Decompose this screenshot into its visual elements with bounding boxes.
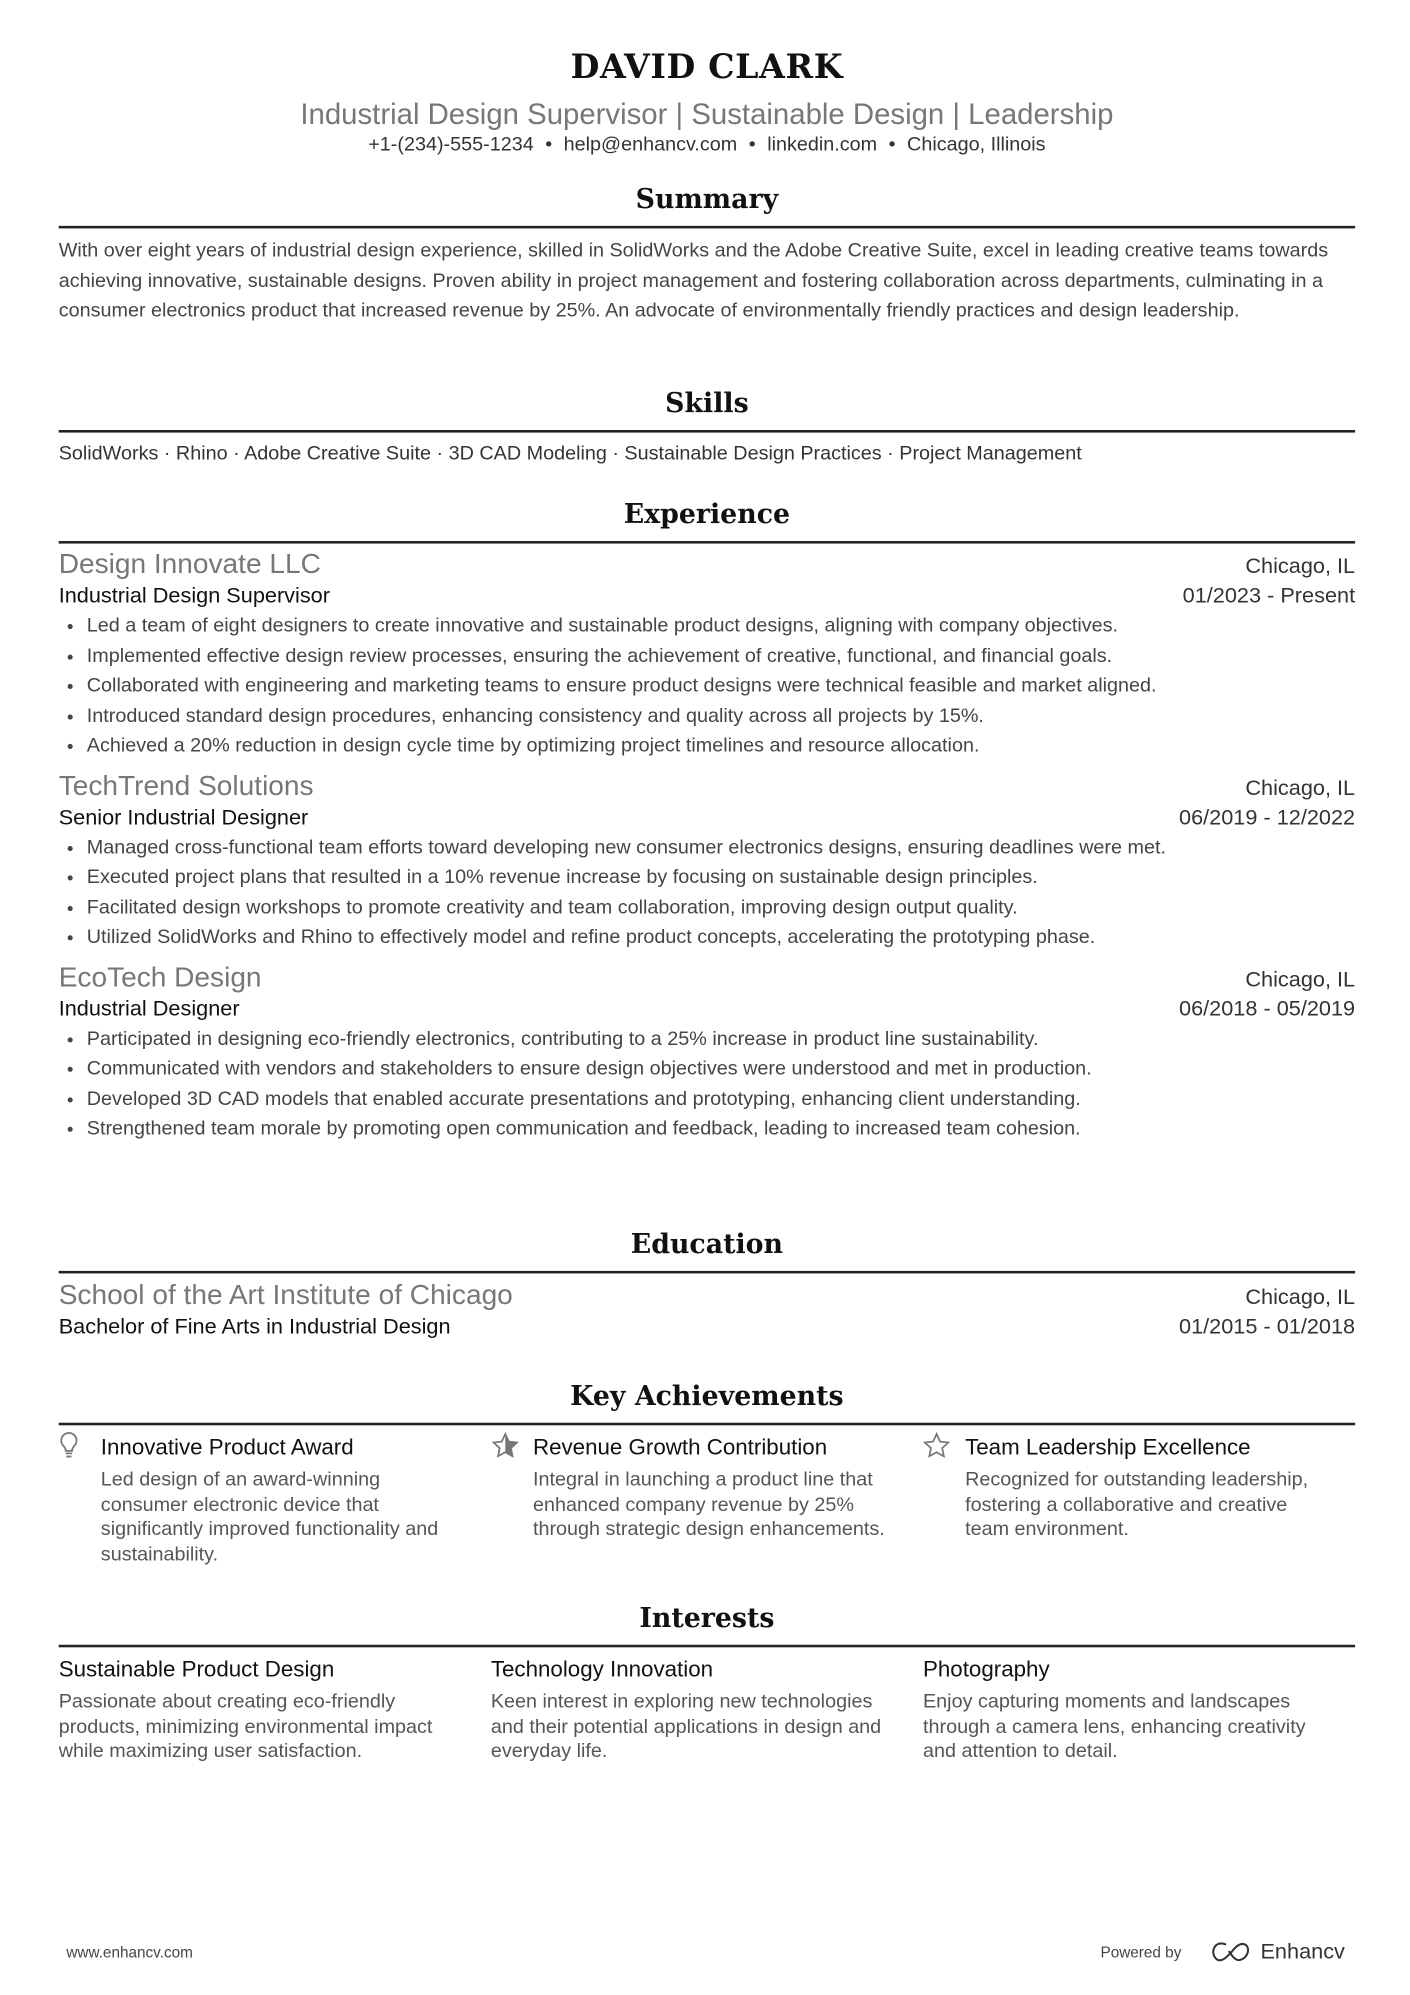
achievement-item [923, 1432, 1355, 1568]
section-heading: Experience [59, 498, 1355, 544]
interest-title: Sustainable Product Design [58, 1656, 335, 1682]
powered-by: Powered by [1100, 1943, 1182, 1962]
job-bullets [59, 611, 1355, 761]
job-location: Chicago, IL [1245, 775, 1356, 800]
company-name: Design Innovate LLC [58, 547, 321, 580]
bullet-item: • Implemented effective design review processes, ensuring the achievement of creative, functional, and financial goals. [87, 641, 1355, 671]
interest-item [491, 1654, 882, 1765]
bullet-item: • Developed 3D CAD models that enabled accurate presentations and prototyping, enhancing client understanding. [87, 1084, 1355, 1114]
bullet-item: • Achieved a 20% reduction in design cycle time by optimizing project timelines and resource allocation. [87, 731, 1355, 761]
section-heading: Education [59, 1228, 1355, 1274]
brand-name: Enhancv [1260, 1939, 1345, 1964]
school-name: School of the Art Institute of Chicago [58, 1278, 513, 1311]
footer-website[interactable]: www.enhancv.com [66, 1943, 193, 1962]
job-entry [59, 547, 1355, 761]
achievement-item [59, 1432, 491, 1568]
education-location: Chicago, IL [1245, 1284, 1356, 1310]
achievement-desc: Led design of an award-winning consumer electronic device that significantly improved functionality and sustainability. [100, 1468, 439, 1566]
enhancv-logo-icon [1209, 1941, 1252, 1964]
bullet-item: • Communicated with vendors and stakeholders to ensure design objectives were understood and met in production. [87, 1054, 1355, 1084]
education-dates: 01/2015 - 01/2018 [1179, 1314, 1356, 1339]
bullet-item: • Introduced standard design procedures, enhancing consistency and quality across all projects by 15%. [87, 701, 1355, 731]
achievement-desc: Integral in launching a product line that enhanced company revenue by 25% through strategic design enhancements. [532, 1468, 885, 1541]
achievement-title: Innovative Product Award [100, 1434, 354, 1460]
job-bullets [59, 833, 1355, 953]
job-entry [59, 769, 1355, 953]
job-title: Senior Industrial Designer [58, 804, 309, 829]
skills-section [59, 387, 1355, 469]
bullet-item: • Facilitated design workshops to promote creativity and team collaboration, improving design output quality. [87, 893, 1355, 923]
bullet-item: • Participated in designing eco-friendly electronics, contributing to a 25% increase in product line sustainability. [87, 1024, 1355, 1054]
section-heading: Summary [59, 182, 1355, 228]
bullet-item: • Strengthened team morale by promoting open communication and feedback, leading to increased team cohesion. [87, 1114, 1355, 1144]
achievement-title: Team Leadership Excellence [965, 1434, 1251, 1460]
job-title: Industrial Designer [58, 995, 240, 1021]
bullet-item: • Collaborated with engineering and marketing teams to ensure product designs were technical feasible and market aligned. [87, 671, 1355, 701]
bullet-item: • Managed cross-functional team efforts toward developing new consumer electronics designs, ensuring deadlines were met. [87, 833, 1355, 863]
interest-item [59, 1654, 450, 1765]
job-title: Industrial Design Supervisor [58, 583, 330, 608]
section-heading: Skills [59, 387, 1355, 433]
job-dates: 06/2018 - 05/2019 [1179, 995, 1356, 1021]
interest-desc: Passionate about creating eco-friendly products, minimizing environmental impact while maximizing user satisfaction. [58, 1690, 433, 1763]
interest-desc: Keen interest in exploring new technologies and their potential applications in design and everyday life. [490, 1690, 882, 1763]
headline-part: Sustainable Design [691, 96, 945, 131]
location: Chicago, Illinois [907, 133, 1046, 156]
bullet-item: • Led a team of eight designers to create innovative and sustainable product designs, aligning with company objectives. [87, 611, 1355, 641]
candidate-name: DAVID CLARK [570, 48, 844, 87]
section-heading: Key Achievements [59, 1379, 1355, 1425]
job-location: Chicago, IL [1245, 553, 1356, 579]
footer [59, 1940, 1355, 1966]
summary-section [59, 182, 1355, 326]
education-section [59, 1228, 1355, 1340]
job-bullets [59, 1024, 1355, 1144]
phone: +1-(234)-555-1234 [368, 133, 534, 156]
interest-desc: Enjoy capturing moments and landscapes through a camera lens, enhancing creativity and attention to detail. [922, 1690, 1306, 1763]
job-dates: 01/2023 - Present [1182, 583, 1356, 608]
interests-section [59, 1601, 1355, 1764]
email-link[interactable]: help@enhancv.com [563, 133, 738, 156]
achievement-title: Revenue Growth Contribution [532, 1434, 828, 1460]
bullet-item: • Executed project plans that resulted in a 10% revenue increase by focusing on sustainable design principles. [87, 863, 1355, 893]
headline: Industrial Design Supervisor | Sustainable Design | Leadership [300, 96, 1114, 131]
company-name: EcoTech Design [58, 960, 262, 993]
company-name: TechTrend Solutions [58, 768, 314, 801]
lightbulb-icon [59, 1432, 101, 1568]
skills-list: SolidWorks · Rhino · Adobe Creative Suite · 3D CAD Modeling · Sustainable Design Practices · Project Management [58, 442, 1082, 465]
section-heading: Interests [59, 1601, 1355, 1647]
experience-section [59, 498, 1355, 1152]
headline-part: Leadership [968, 96, 1114, 131]
summary-text: With over eight years of industrial design experience, skilled in SolidWorks and the Adobe Creative Suite, excel in leading creative teams towards achieving innovative, sustainable designs. Proven ability in project management and fostering collaboration across departments, culminating in a consumer electronics product that increased revenue by 25%. An advocate of environmentally friendly practices and design leadership. [58, 239, 1329, 322]
linkedin-link[interactable]: linkedin.com [767, 133, 878, 156]
job-dates: 06/2019 - 12/2022 [1179, 804, 1356, 829]
achievements-section [59, 1379, 1355, 1568]
job-entry [59, 960, 1355, 1144]
interest-item [923, 1654, 1314, 1765]
interest-title: Technology Innovation [490, 1656, 714, 1682]
headline-part: Industrial Design Supervisor [300, 96, 668, 131]
degree: Bachelor of Fine Arts in Industrial Design [58, 1314, 451, 1339]
interest-title: Photography [922, 1656, 1050, 1682]
contact-info: +1-(234)-555-1234 • help@enhancv.com • linkedin.com • Chicago, Illinois [368, 133, 1046, 156]
job-location: Chicago, IL [1245, 966, 1356, 991]
achievement-desc: Recognized for outstanding leadership, fostering a collaborative and creative team environment. [965, 1468, 1309, 1541]
star-half-icon [491, 1432, 533, 1568]
bullet-item: • Utilized SolidWorks and Rhino to effectively model and refine product concepts, accelerating the prototyping phase. [87, 923, 1355, 953]
star-outline-icon [923, 1432, 965, 1568]
achievement-item [491, 1432, 923, 1568]
